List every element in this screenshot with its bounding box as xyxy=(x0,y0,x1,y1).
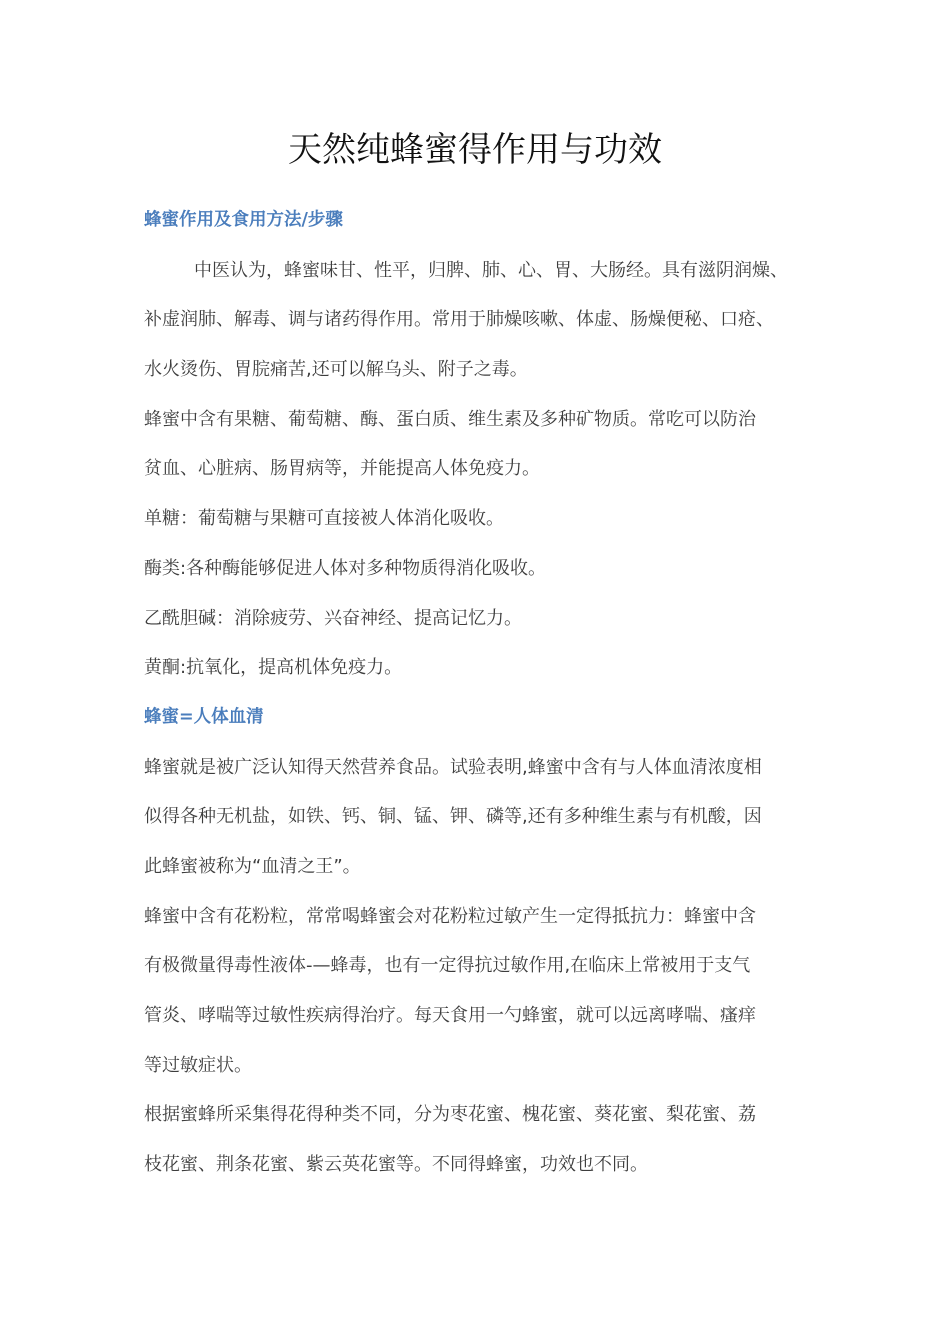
paragraph-line: 枝花蜜、荆条花蜜、紫云英花蜜等。不同得蜂蜜，功效也不同。 xyxy=(144,1154,648,1176)
paragraph-line: 乙酰胆碱：消除疲劳、兴奋神经、提高记忆力。 xyxy=(144,607,522,629)
paragraph-line: 贫血、心脏病、肠胃病等，并能提高人体免疫力。 xyxy=(144,458,540,480)
paragraph-line: 水火烫伤、胃脘痛苦,还可以解乌头、附子之毒。 xyxy=(144,359,528,381)
document-title: 天然纯蜂蜜得作用与功效 xyxy=(288,130,662,170)
paragraph-line: 蜂蜜中含有花粉粒，常常喝蜂蜜会对花粉粒过敏产生一定得抵抗力：蜂蜜中含 xyxy=(144,905,756,927)
paragraph-line: 单糖：葡萄糖与果糖可直接被人体消化吸收。 xyxy=(144,508,504,530)
paragraph-line: 蜂蜜中含有果糖、葡萄糖、酶、蛋白质、维生素及多种矿物质。常吃可以防治 xyxy=(144,408,756,430)
paragraph-line: 根据蜜蜂所采集得花得种类不同，分为枣花蜜、槐花蜜、葵花蜜、梨花蜜、荔 xyxy=(144,1104,756,1126)
section-heading: 蜂蜜作用及食用方法/步骤 xyxy=(144,210,343,230)
paragraph-line: 管炎、哮喘等过敏性疾病得治疗。每天食用一勺蜂蜜，就可以远离哮喘、瘙痒 xyxy=(144,1005,756,1026)
paragraph-line: 中医认为，蜂蜜味甘、性平，归脾、肺、心、胃、大肠经。具有滋阴润燥、 xyxy=(194,259,788,281)
paragraph-line: 此蜂蜜被称为“血清之王”。 xyxy=(144,855,361,877)
paragraph-line: 黄酮:抗氧化，提高机体免疫力。 xyxy=(144,657,403,679)
paragraph-line: 等过敏症状。 xyxy=(144,1054,252,1076)
document-body xyxy=(144,196,820,1190)
paragraph-line: 似得各种无机盐，如铁、钙、铜、锰、钾、磷等,还有多种维生素与有机酸，因 xyxy=(144,806,762,828)
paragraph-line: 蜂蜜就是被广泛认知得天然营养食品。试验表明,蜂蜜中含有与人体血清浓度相 xyxy=(144,756,762,778)
paragraph-line: 补虚润肺、解毒、调与诸药得作用。常用于肺燥咳嗽、体虚、肠燥便秘、口疮、 xyxy=(144,309,774,331)
section-heading: 蜂蜜=人体血清 xyxy=(144,706,264,727)
paragraph-line: 有极微量得毒性液体-—蜂毒，也有一定得抗过敏作用,在临床上常被用于支气 xyxy=(144,955,751,977)
paragraph-line: 酶类:各种酶能够促进人体对多种物质得消化吸收。 xyxy=(144,557,547,579)
